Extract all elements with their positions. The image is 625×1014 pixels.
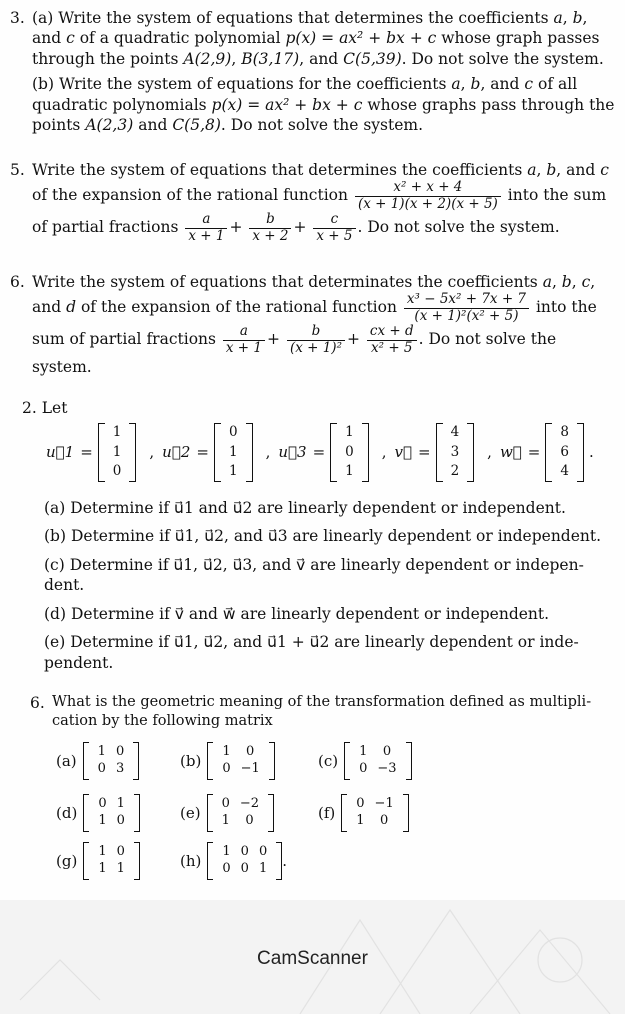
part-text: Determine if u⃗1, u⃗2, and u⃗3 are linearly dependent or independent.	[70, 527, 602, 546]
problem-6: 6. Write the system of equations that determinates the coefficients a, b, c, and d of the expansion of the rational function $\frac{\text{x³ − 5x² + 7x + 7}}{\text{(x + 1)²(x² + 5)}}$ into the sum of partial fractions $\frac{a}{x + 1}$ + $\frac{b}{\text{(x + 1)²}}$ + $\frac{cx + d}{\text{x² + 5}}$ . Do not solve the system.	[10, 273, 597, 376]
part-text: Determine if v⃗ and w⃗ are linearly dependent or independent.	[70, 604, 550, 623]
matrix-entry: −1	[240, 760, 260, 776]
matrix-entry: 0	[98, 796, 107, 811]
matrix-entry: −3	[377, 760, 397, 776]
equals-sign: =	[418, 443, 431, 462]
column-vector	[330, 423, 369, 482]
matrix-entry: 0	[356, 796, 365, 811]
problem-2-heading: 2. Let	[22, 399, 68, 417]
vector-name: v⃗	[394, 443, 412, 462]
vector-entry: 1	[345, 424, 354, 440]
rational-function: $\frac{\text{x² + x + 4}}{(x + 1)(x + 2)(x + 5)}$	[355, 180, 501, 212]
problem-2-part	[44, 632, 614, 673]
vector-entry: 0	[228, 424, 238, 440]
matrix	[83, 742, 140, 780]
vector-entry: 1	[228, 463, 238, 480]
part-label: (d)	[44, 604, 67, 623]
part-label: (c)	[44, 555, 65, 574]
matrix-item	[180, 742, 275, 780]
period: .	[282, 851, 287, 870]
matrix	[83, 794, 140, 832]
matrix-entry: 0	[240, 844, 249, 859]
problem-2-parts	[44, 498, 614, 681]
matrix-entry: 0	[222, 860, 231, 876]
vector-entry: 4	[450, 424, 460, 440]
matrix-label: (b)	[180, 751, 202, 770]
matrix-item	[318, 794, 409, 832]
matrix-entry: 3	[115, 760, 125, 776]
vector-entry: 1	[112, 424, 122, 440]
part-label: (a)	[44, 499, 66, 517]
matrix-entry: 0	[221, 796, 230, 811]
column-vector	[436, 423, 475, 482]
vector-entry: 0	[112, 463, 122, 480]
equals-sign: =	[80, 443, 93, 462]
matrix-item	[56, 794, 140, 832]
matrix-label: (e)	[180, 803, 201, 822]
vector-entry: 4	[560, 463, 569, 480]
matrix-label: (f)	[318, 803, 336, 822]
matrix	[207, 842, 282, 880]
matrix-entry: −1	[374, 796, 394, 811]
part-label: (e)	[44, 633, 66, 652]
equals-sign: =	[312, 443, 326, 462]
matrix-entry: 0	[379, 812, 389, 828]
column-vector	[98, 423, 137, 482]
problem-2-part	[44, 526, 614, 546]
matrix-entry: 0	[245, 812, 254, 828]
problem-2-part	[44, 555, 614, 596]
matrix-item	[180, 794, 274, 832]
vector-name: u⃗1	[46, 443, 75, 462]
matrix-entry: 0	[115, 744, 125, 759]
problem-3b: (b) Write the system of equations for the coefficients a, b, and c of all quadratic polynomials p(x) = ax² + bx + c whose graphs pass through the points A(2,3) and C(5,8). Do not solve the system.	[32, 75, 615, 135]
vector-name: w⃗	[499, 443, 522, 462]
matrix-entry: 1	[222, 744, 231, 759]
vector-entry: 2	[450, 463, 460, 480]
matrix-entry: 0	[116, 812, 125, 828]
vector-entry: 0	[345, 443, 354, 460]
matrix	[83, 842, 140, 880]
problem-number: 3.	[10, 9, 25, 27]
separator: ,	[149, 443, 155, 462]
matrix-entry: 1	[116, 796, 125, 811]
matrix-item	[180, 842, 287, 880]
separator: ,	[381, 443, 387, 462]
matrix-label: (c)	[318, 751, 339, 770]
matrix	[341, 794, 408, 832]
period: .	[588, 443, 594, 462]
problem-number: 6.	[30, 694, 45, 712]
equals-sign: =	[527, 443, 541, 462]
matrix-entry: 1	[258, 860, 268, 876]
matrix	[207, 794, 274, 832]
problem-2-part	[44, 498, 614, 518]
matrix-entry: 1	[98, 860, 107, 876]
vector-definitions	[46, 423, 594, 482]
matrix-entry: 1	[97, 744, 106, 759]
vector-entry: 1	[228, 443, 238, 460]
matrix-entry: 1	[222, 844, 231, 859]
matrix-entry: 1	[98, 812, 107, 828]
matrix-entry: −2	[239, 796, 260, 811]
matrix-label: (d)	[56, 803, 78, 822]
separator: ,	[265, 443, 271, 462]
separator: ,	[487, 443, 492, 462]
problem-6-geometric: 6. What is the geometric meaning of the transformation defined as multipli-cation by the following matrix	[30, 694, 592, 730]
problem-5: 5. Write the system of equations that determines the coefficients a, b, and c of the expansion of the rational function $\frac{\text{x² + x + 4}}{(x + 1)(x + 2)(x + 5)}$ into the sum of partial fractions $\frac{a}{x + 1}$ + $\frac{b}{x + 2}$ + $\frac{c}{x + 5}$ . Do not solve the system.	[10, 161, 609, 244]
matrix-item	[318, 742, 412, 780]
vector-entry: 6	[560, 443, 569, 460]
vector-name: u⃗2	[162, 443, 191, 462]
part-text: Determine if u⃗1 and u⃗2 are linearly dependent or independent.	[70, 499, 566, 517]
part-label: (b)	[44, 527, 67, 546]
equals-sign: =	[196, 443, 209, 462]
matrix-entry: 0	[359, 760, 368, 776]
problem-number: 6.	[10, 273, 25, 291]
part-text: Determine if u⃗1, u⃗2, u⃗3, and v⃗ are linearly dependent or indepen-dent.	[44, 555, 584, 595]
brand-label: CamScanner	[257, 948, 368, 969]
matrix-entry: 0	[382, 744, 392, 759]
matrix-item	[56, 742, 139, 780]
column-vector	[214, 423, 253, 482]
matrix-entry: 1	[98, 844, 107, 859]
problem-number: 5.	[10, 161, 25, 179]
matrix-item	[56, 842, 140, 880]
matrix-label: (g)	[56, 851, 78, 870]
rational-function: $\frac{\text{x³ − 5x² + 7x + 7}}{\text{(x + 1)²(x² + 5)}}$	[404, 292, 529, 324]
column-vector	[545, 423, 584, 482]
part-text: Determine if u⃗1, u⃗2, and u⃗1 + u⃗2 are linearly dependent or inde-pendent.	[44, 633, 579, 672]
matrix-entry: 1	[116, 860, 125, 876]
vector-entry: 8	[560, 424, 569, 440]
matrix-label: (a)	[56, 751, 77, 770]
vector-name: u⃗3	[278, 443, 307, 462]
matrix-entry: 0	[97, 760, 106, 776]
problem-2-part	[44, 604, 614, 624]
vector-entry: 3	[450, 443, 460, 460]
matrix-entry: 0	[116, 844, 125, 859]
matrix-label: (h)	[180, 851, 202, 870]
vector-entry: 1	[345, 463, 354, 480]
matrix-entry: 0	[258, 844, 268, 859]
matrix	[207, 742, 274, 780]
matrix-entry: 1	[359, 744, 368, 759]
scanner-footer	[0, 900, 625, 1014]
matrix-entry: 0	[246, 744, 255, 759]
matrix-entry: 1	[221, 812, 230, 828]
matrix-entry: 0	[240, 860, 249, 876]
matrix-entry: 0	[222, 760, 231, 776]
problem-3a: (a) Write the system of equations that determines the coefficients a, b, and c of a quadratic polynomial p(x) = ax² + bx + c whose graph passes through the points A(2,9), B(3,17), and C(5,39). Do not solve the system.	[32, 9, 604, 68]
matrix-entry: 1	[356, 812, 365, 828]
matrix	[344, 742, 411, 780]
problem-3	[10, 8, 615, 136]
vector-entry: 1	[112, 443, 122, 460]
